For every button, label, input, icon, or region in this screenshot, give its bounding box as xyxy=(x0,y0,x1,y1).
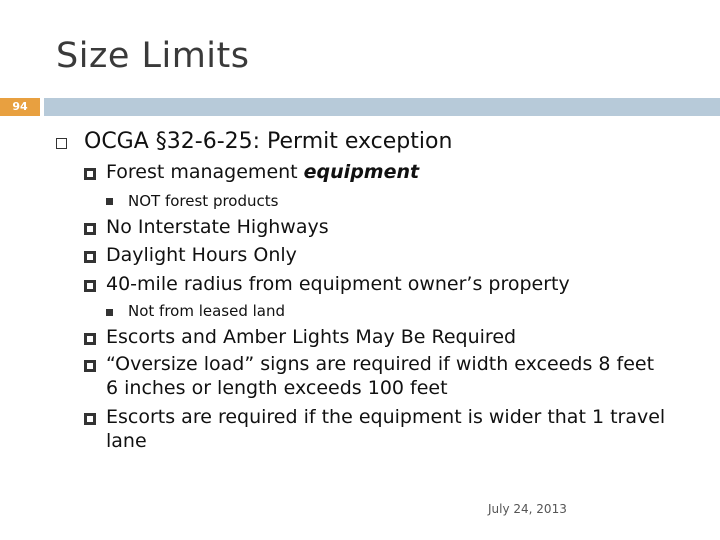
square-bullet-icon xyxy=(84,251,96,263)
main-bullet-text: OCGA §32-6-25: Permit exception xyxy=(84,129,453,154)
not-forest-text: NOT forest products xyxy=(128,192,279,210)
escorts-wide-text-line2: lane xyxy=(106,430,147,452)
forest-prefix: Forest management xyxy=(106,161,304,183)
hollow-square-bullet-icon xyxy=(56,138,67,149)
no-interstate-text: No Interstate Highways xyxy=(106,216,329,238)
not-leased-text: Not from leased land xyxy=(128,302,286,320)
square-bullet-icon xyxy=(84,223,96,235)
escorts-amber-text: Escorts and Amber Lights May Be Required xyxy=(106,326,517,348)
small-square-bullet-icon xyxy=(106,198,113,205)
oversize-text-line1: “Oversize load” signs are required if width exceeds 8 feet xyxy=(106,353,655,375)
oversize-text-line2: 6 inches or length exceeds 100 feet xyxy=(106,377,448,399)
square-bullet-icon xyxy=(84,360,96,372)
daylight-text: Daylight Hours Only xyxy=(106,244,297,266)
small-square-bullet-icon xyxy=(106,309,113,316)
square-bullet-icon xyxy=(84,333,96,345)
slide-title: Size Limits xyxy=(56,36,250,76)
square-bullet-icon xyxy=(84,280,96,292)
square-bullet-icon xyxy=(84,413,96,425)
escorts-wide-text-line1: Escorts are required if the equipment is wider that 1 travel xyxy=(106,406,666,428)
slide-date: July 24, 2013 xyxy=(488,502,567,516)
forest-bullet-text xyxy=(106,161,419,183)
radius-text: 40-mile radius from equipment owner’s property xyxy=(106,273,570,295)
square-bullet-icon xyxy=(84,168,96,180)
forest-emphasis: equipment xyxy=(303,161,420,183)
page-number: 94 xyxy=(0,98,40,116)
